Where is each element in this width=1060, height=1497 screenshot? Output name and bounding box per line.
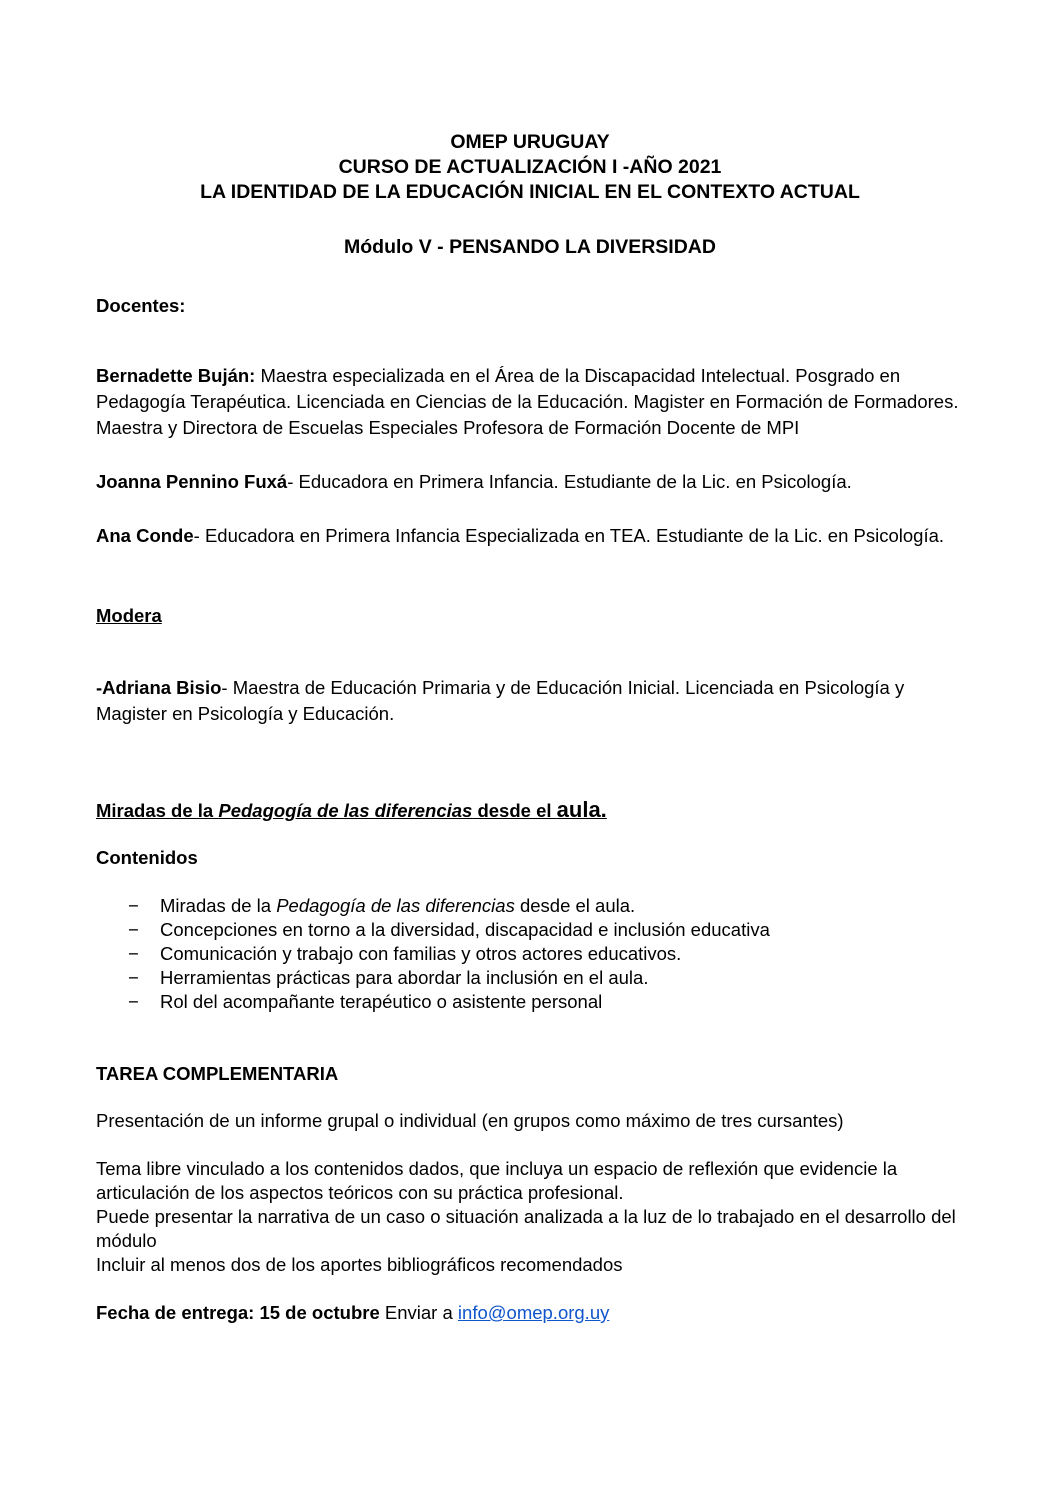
docente-1-desc: Maestra especializada en el Área de la Discapacidad Intelectual. Posgrado en Pedagogía Terapéutica. Licenciada en Ciencias de la Educación. Magister en Formación de Formadores. Maestra y Directora de Escuelas Especiales Profesora de Formación Docente de MPI [96,365,959,438]
dash-bullet: − [128,943,139,964]
docente-2 [96,469,976,495]
theme-title: LA IDENTIDAD DE LA EDUCACIÓN INICIAL EN EL CONTEXTO ACTUAL [200,181,860,203]
list-item-text: Comunicación y trabajo con familias y otros actores educativos. [160,943,682,964]
miradas-title [96,797,976,824]
miradas-title-end: aula. [556,797,607,822]
email-link[interactable]: info@omep.org.uy [457,1302,610,1323]
docente-3-name: Ana Conde [96,525,194,546]
dash-bullet: − [128,967,139,988]
tarea-heading: TAREA COMPLEMENTARIA [96,1063,339,1084]
docente-3 [96,523,976,549]
dash-bullet: − [128,919,139,940]
list-item [128,894,988,918]
docente-2-name: Joanna Pennino Fuxá [96,471,288,492]
docentes-heading: Docentes: [96,295,186,316]
miradas-title-mid: desde el [472,800,557,821]
module-title: Módulo V - PENSANDO LA DIVERSIDAD [344,236,716,258]
moderator-desc: - Maestra de Educación Primaria y de Educación Inicial. Licenciada en Psicología y Magister en Psicología y Educación. [96,677,905,724]
dash-bullet: − [128,895,139,916]
moderator [96,675,976,727]
list-item [128,918,988,942]
dash-bullet: − [128,991,139,1012]
tarea-paragraph-1: Presentación de un informe grupal o individual (en grupos como máximo de tres cursantes) [96,1110,844,1131]
contenidos-heading: Contenidos [96,847,198,868]
docente-3-desc: - Educadora en Primera Infancia Especializada en TEA. Estudiante de la Lic. en Psicología. [193,525,945,546]
list-item-text: Concepciones en torno a la diversidad, discapacidad e inclusión educativa [160,919,770,940]
miradas-title-pre: Miradas de la [96,800,219,821]
list-item-pre: Miradas de la [160,895,277,916]
tarea-paragraph-2: Tema libre vinculado a los contenidos dados, que incluya un espacio de reflexión que evidencie la articulación de los aspectos teóricos con su práctica profesional. [96,1158,898,1203]
docente-1-name: Bernadette Buján: [96,365,256,386]
moderator-name: -Adriana Bisio [96,677,222,698]
entrega-line [96,1300,976,1326]
tarea-paragraph-3: Puede presentar la narrativa de un caso o situación analizada a la luz de lo trabajado en el desarrollo del módulo [96,1206,956,1251]
list-item-text: Rol del acompañante terapéutico o asistente personal [160,991,603,1012]
docente-1 [96,363,976,441]
entrega-label: Fecha de entrega: 15 de octubre [96,1302,380,1323]
list-item [128,966,988,990]
miradas-title-italic: Pedagogía de las diferencias [218,800,473,821]
modera-heading: Modera [96,605,162,626]
docente-2-desc: - Educadora en Primera Infancia. Estudiante de la Lic. en Psicología. [287,471,852,492]
list-item-italic: Pedagogía de las diferencias [276,895,515,916]
course-title: CURSO DE ACTUALIZACIÓN I -AÑO 2021 [338,156,722,178]
list-item-text: Herramientas prácticas para abordar la inclusión en el aula. [160,967,649,988]
org-title: OMEP URUGUAY [450,131,610,153]
list-item-post: desde el aula. [514,895,636,916]
list-item [128,942,988,966]
tarea-paragraphs [96,1157,976,1277]
entrega-send: Enviar a [379,1302,458,1323]
contenidos-list [128,894,988,1014]
list-item-text [160,894,635,918]
list-item [128,990,988,1014]
tarea-paragraph-4: Incluir al menos dos de los aportes bibliográficos recomendados [96,1254,623,1275]
